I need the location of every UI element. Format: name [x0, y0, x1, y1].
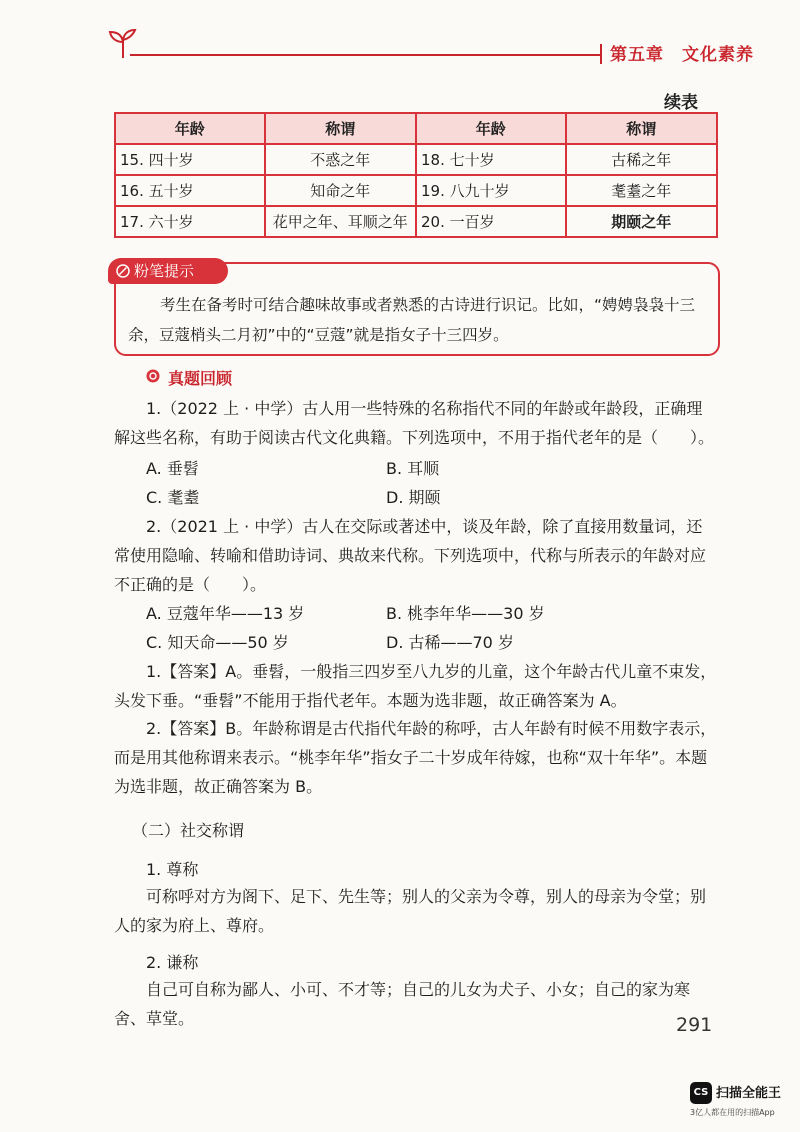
term-cell: 知命之年 — [265, 175, 417, 206]
tip-label: 粉笔提示 — [108, 258, 228, 284]
table-row — [115, 206, 717, 237]
header-cell: 年龄 — [115, 113, 265, 144]
term-cell: 古稀之年 — [566, 144, 717, 175]
q2-option-c: C. 知天命——50 岁 — [146, 633, 289, 652]
chapter-title: 第五章 文化素养 — [610, 45, 754, 65]
header-cell: 称谓 — [566, 113, 717, 144]
q1-option-d: D. 期颐 — [386, 488, 441, 507]
honorific-title: 1. 尊称 — [146, 860, 199, 879]
sun-icon — [146, 369, 160, 383]
q1-option-b: B. 耳顺 — [386, 459, 440, 478]
q1-option-a: A. 垂髫 — [146, 459, 199, 478]
q1-option-c: C. 耄耋 — [146, 488, 200, 507]
header-divider — [600, 44, 602, 64]
age-cell: 15. 四十岁 — [115, 144, 265, 175]
age-cell: 16. 五十岁 — [115, 175, 265, 206]
table-header-row — [115, 113, 717, 144]
question-2: 2.（2021 上 · 中学）古人在交际或著述中，谈及年龄，除了直接用数量词，还常使用隐喻、转喻和借助诗词、典故来代称。下列选项中，代称与所表示的年龄对应不正确的是（ ）。 — [114, 517, 707, 594]
scanner-app-name: 扫描全能王 — [716, 1086, 782, 1101]
honorific-text: 可称呼对方为阁下、足下、先生等；别人的父亲为令尊，别人的母亲为令堂；别人的家为府上、尊府。 — [114, 887, 707, 935]
table-caption: 续表 — [664, 93, 698, 113]
scanner-logo-icon: CS — [690, 1082, 712, 1104]
header-cell: 年龄 — [416, 113, 566, 144]
chalk-icon — [116, 264, 130, 278]
answer-2: 2.【答案】B。年龄称谓是古代指代年龄的称呼，古人年龄有时候不用数字表示，而是用其他称谓来表示。“桃李年华”指女子二十岁成年待嫁，也称“双十年华”。本题为选非题，故正确答案为 B。 — [114, 719, 717, 796]
question-1: 1.（2022 上 · 中学）古人用一些特殊的名称指代不同的年龄或年龄段，正确理解这些名称，有助于阅读古代文化典籍。下列选项中，不用于指代老年的是（ ）。 — [114, 399, 715, 447]
header-rule — [130, 54, 600, 56]
table-row — [115, 175, 717, 206]
humble-text: 自己可自称为鄙人、小可、不才等；自己的儿女为犬子、小女；自己的家为寒舍、草堂。 — [114, 980, 691, 1028]
age-title-table — [114, 112, 718, 238]
header-cell: 称谓 — [265, 113, 417, 144]
age-cell: 20. 一百岁 — [416, 206, 566, 237]
scanner-tagline: 3亿人都在用的扫描App — [690, 1108, 775, 1117]
humble-title: 2. 谦称 — [146, 953, 199, 972]
answer-1: 1.【答案】A。垂髫，一般指三四岁至八九岁的儿童，这个年龄古代儿童不束发，头发下垂。“垂髫”不能用于指代老年。本题为选非题，故正确答案为 A。 — [114, 662, 717, 710]
term-cell: 不惑之年 — [265, 144, 417, 175]
tip-text: 考生在备考时可结合趣味故事或者熟悉的古诗进行识记。比如，“娉娉袅袅十三余，豆蔻梢头二月初”中的“豆蔻”就是指女子十三四岁。 — [128, 296, 696, 344]
age-cell: 19. 八九十岁 — [416, 175, 566, 206]
table-row — [115, 144, 717, 175]
social-heading: （二）社交称谓 — [132, 821, 245, 840]
q2-option-d: D. 古稀——70 岁 — [386, 633, 514, 652]
page-number: 291 — [676, 1014, 713, 1036]
term-cell: 花甲之年、耳顺之年 — [265, 206, 417, 237]
age-cell: 17. 六十岁 — [115, 206, 265, 237]
q2-option-b: B. 桃李年华——30 岁 — [386, 604, 545, 623]
section-title: 真题回顾 — [168, 369, 233, 388]
term-cell: 耄耋之年 — [566, 175, 717, 206]
age-cell: 18. 七十岁 — [416, 144, 566, 175]
q2-option-a: A. 豆蔻年华——13 岁 — [146, 604, 305, 623]
term-cell: 期颐之年 — [566, 206, 717, 237]
